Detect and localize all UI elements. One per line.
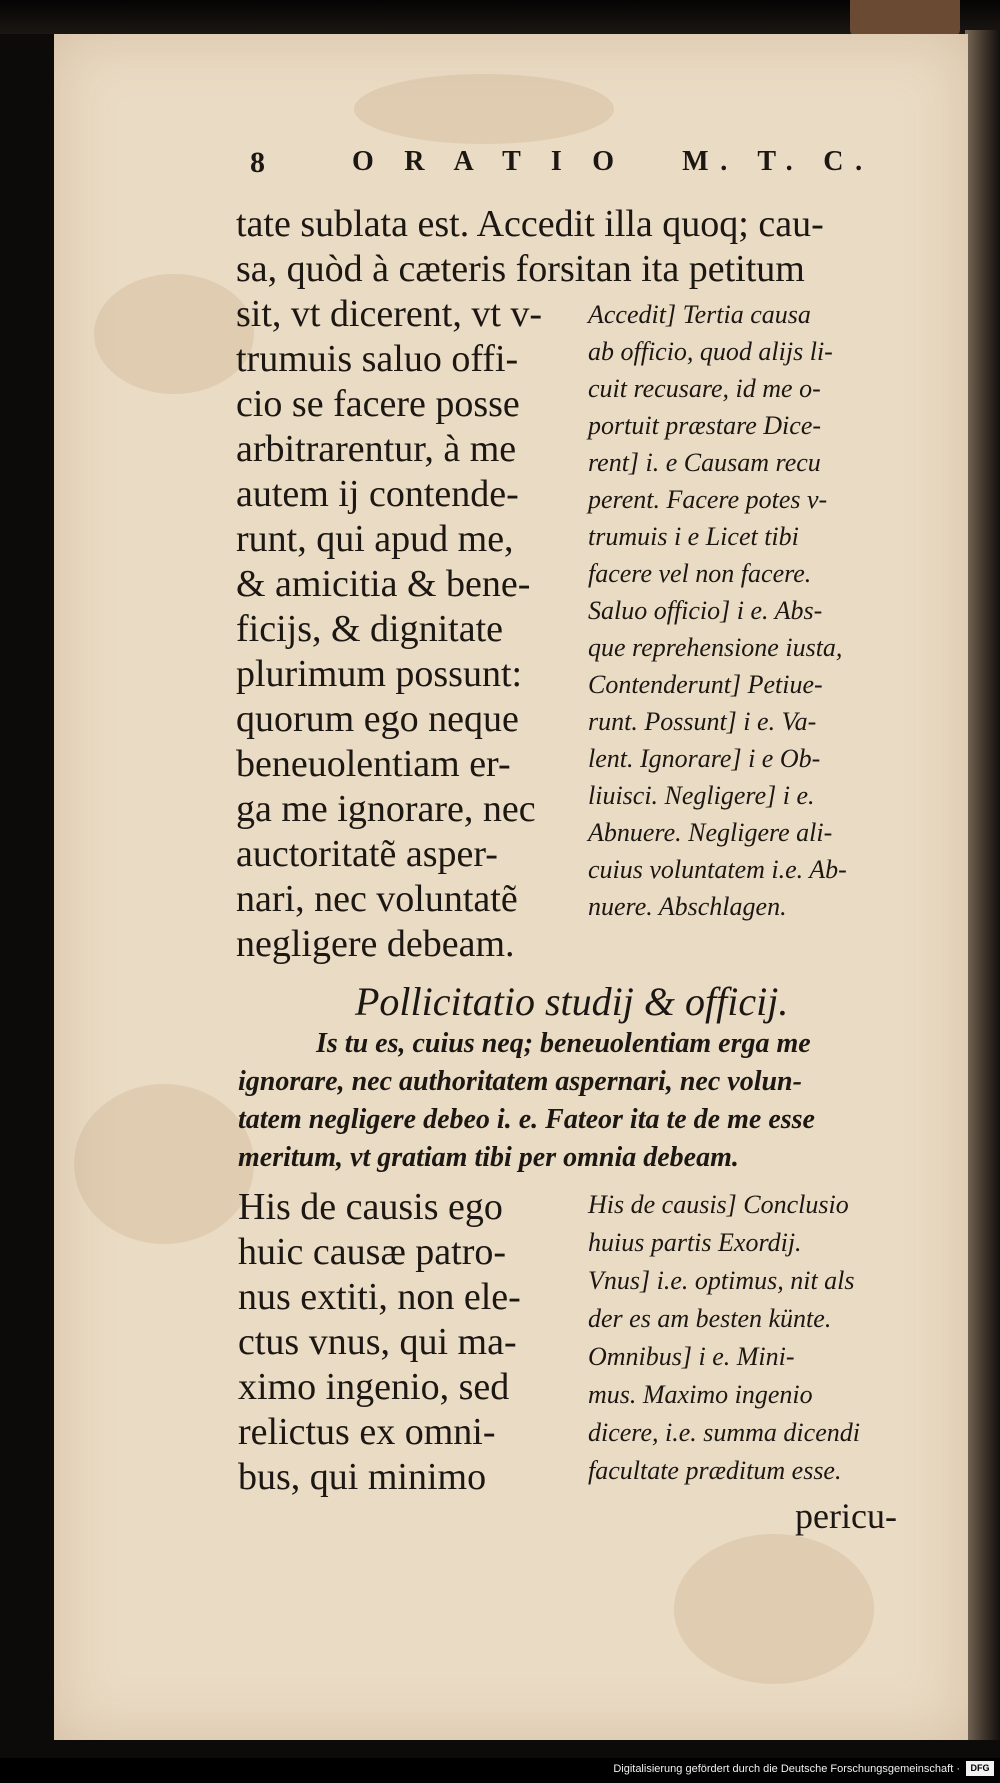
text-line: arbitrarentur, à me <box>236 428 517 470</box>
text-line: relictus ex omni- <box>238 1411 496 1453</box>
text-line: ficijs, & dignitate <box>236 608 504 650</box>
gloss-line: Abnuere. Negligere ali- <box>588 818 833 847</box>
gloss-line: mus. Maximo ingenio <box>588 1380 813 1409</box>
gloss-line: Vnus] i.e. optimus, nit als <box>588 1266 855 1295</box>
gloss-line: cuius voluntatem i.e. Ab- <box>588 855 847 884</box>
text-line: cio se facere posse <box>236 383 520 425</box>
text-line: ga me ignorare, nec <box>236 788 536 830</box>
text-line: bus, qui minimo <box>238 1456 487 1498</box>
gloss-line: Saluo officio] i e. Abs- <box>588 596 823 625</box>
gloss-line: runt. Possunt] i e. Va- <box>588 707 817 736</box>
paraphrase-line: Is tu es, cuius neq; beneuolentiam erga me <box>316 1028 811 1059</box>
gloss-line: facultate præditum esse. <box>588 1456 842 1485</box>
text-line: auctoritatẽ asper- <box>236 833 498 875</box>
gloss-line: perent. Facere potes v- <box>588 485 828 514</box>
paraphrase-line: meritum, vt gratiam tibi per omnia debeam. <box>238 1142 739 1173</box>
gloss-line: ab officio, quod alijs li- <box>588 337 833 366</box>
scan-bottom-edge <box>0 1740 1000 1758</box>
text-line: autem ij contende- <box>236 473 519 515</box>
gloss-line: nuere. Abschlagen. <box>588 892 787 921</box>
page-right-edge <box>965 30 1000 1750</box>
paper-stain <box>94 274 254 394</box>
gloss-line: trumuis i e Licet tibi <box>588 522 799 551</box>
gloss-line: Accedit] Tertia causa <box>588 300 811 329</box>
text-line: runt, qui apud me, <box>236 518 514 560</box>
text-line: His de causis ego <box>238 1186 503 1228</box>
gloss-line: portuit præstare Dice- <box>588 411 822 440</box>
running-title: O R A T I O M. T. C. <box>352 146 874 177</box>
gloss-line: lent. Ignorare] i e Ob- <box>588 744 821 773</box>
gloss-line: huius partis Exordij. <box>588 1228 802 1257</box>
text-line: negligere debeam. <box>236 923 515 965</box>
gloss-line: Omnibus] i e. Mini- <box>588 1342 795 1371</box>
gloss-line: facere vel non facere. <box>588 559 812 588</box>
text-line: beneuolentiam er- <box>236 743 511 785</box>
text-line: trumuis saluo offi- <box>236 338 519 380</box>
text-line: & amicitia & bene- <box>236 563 531 605</box>
gloss-line: dicere, i.e. summa dicendi <box>588 1418 860 1447</box>
text-line: ximo ingenio, sed <box>238 1366 510 1408</box>
text-line: sit, vt dicerent, vt v- <box>236 293 543 335</box>
gloss-line: rent] i. e Causam recu <box>588 448 821 477</box>
text-line: nari, nec voluntatẽ <box>236 878 518 920</box>
gloss-line: cuit recusare, id me o- <box>588 374 821 403</box>
catchword: pericu- <box>795 1496 897 1536</box>
gloss-line: His de causis] Conclusio <box>588 1190 849 1219</box>
text-line: plurimum possunt: <box>236 653 523 695</box>
binding-tab <box>850 0 960 36</box>
text-line: nus extiti, non ele- <box>238 1276 521 1318</box>
paper-stain <box>354 74 614 144</box>
section-heading: Pollicitatio studij & officij. <box>355 979 789 1024</box>
gloss-line: liuisci. Negligere] i e. <box>588 781 815 810</box>
text-line: sa, quòd à cæteris forsitan ita petitum <box>236 248 805 290</box>
text-line: tate sublata est. Accedit illa quoq; cau- <box>236 203 824 245</box>
text-line: ctus vnus, qui ma- <box>238 1321 517 1363</box>
gloss-line: que reprehensione iusta, <box>588 633 843 662</box>
paraphrase-line: ignorare, nec authoritatem aspernari, nec volun- <box>238 1066 802 1097</box>
paper-stain <box>74 1084 254 1244</box>
text-line: quorum ego neque <box>236 698 519 740</box>
page-number: 8 <box>250 146 266 179</box>
paraphrase-line: tatem negligere debeo i. e. Fateor ita te de me esse <box>238 1104 815 1135</box>
text-line: huic causæ patro- <box>238 1231 507 1273</box>
gloss-line: Contenderunt] Petiue- <box>588 670 823 699</box>
gloss-line: der es am besten künte. <box>588 1304 832 1333</box>
funding-credit: Digitalisierung gefördert durch die Deutsche Forschungsgemeinschaft · <box>613 1763 960 1775</box>
dfg-logo: DFG <box>966 1761 994 1776</box>
paper-stain <box>674 1534 874 1684</box>
